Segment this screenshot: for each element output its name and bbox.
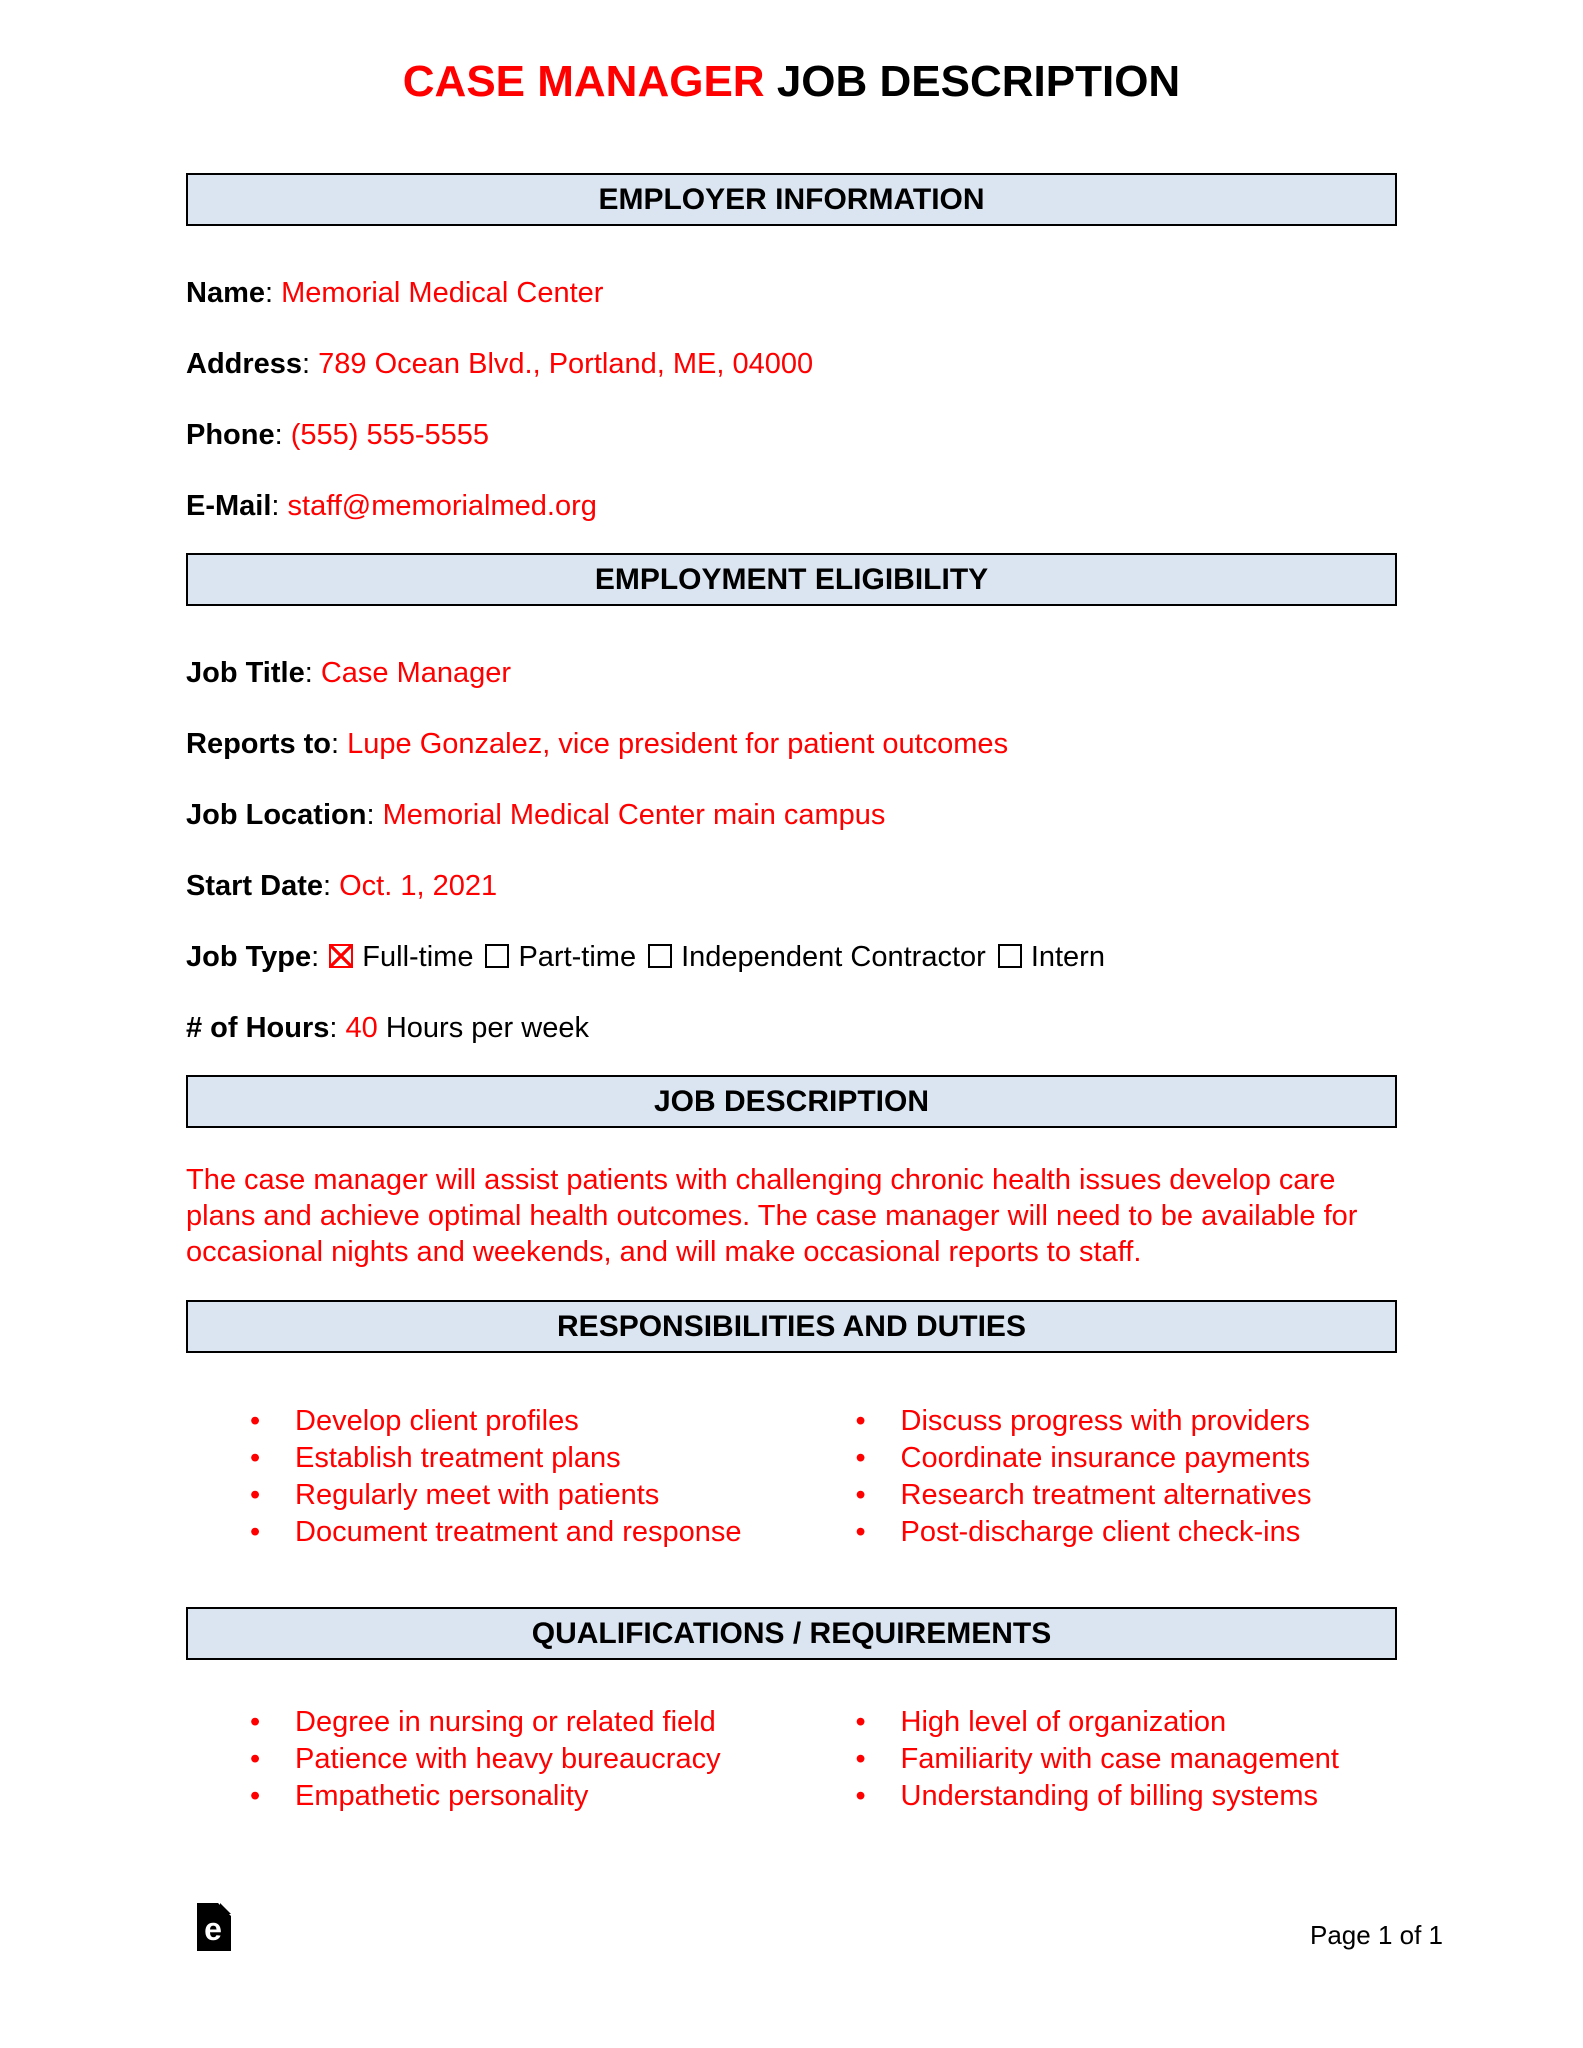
field-value: Oct. 1, 2021 [339,870,498,902]
bullet-item: • Coordinate insurance payments [792,1440,1398,1477]
job-type-option-label: Intern [1030,941,1105,973]
field-value: (555) 555-5555 [290,419,490,451]
field-colon: : [329,1012,346,1044]
checkbox-unchecked-icon[interactable] [648,944,672,968]
field-label: Job Title [186,657,305,689]
field-colon: : [302,348,319,380]
bullet-item: • Understanding of billing systems [792,1778,1398,1815]
bullet-item: • Familiarity with case management [792,1741,1398,1778]
field-row-phone [186,418,1397,452]
field-label: Job Type [186,941,312,973]
job-type-option-full-time [327,941,473,973]
responsibilities-columns [186,1403,1397,1551]
responsibilities-left-column [186,1403,792,1551]
responsibilities-right-column [792,1403,1398,1551]
bullet-item: • Develop client profiles [186,1403,792,1440]
svg-text:e: e [204,1911,222,1947]
job-description-text: The case manager will assist patients with challenging chronic health issues develop care plans and achieve optimal health outcomes. The case manager will need to be available for occasional nights and weekends, and will make occasional reports to staff. [186,1164,1358,1268]
section-heading-label: EMPLOYER INFORMATION [598,182,985,216]
field-row-email [186,489,1397,523]
hours-value: 40 [345,1012,378,1044]
field-row-address [186,347,1397,381]
field-label: Phone [186,419,275,451]
field-label: Job Location [186,799,367,831]
field-row-name [186,276,1397,310]
section-header-employer-information [186,173,1397,226]
field-colon: : [271,490,288,522]
page-number: Page 1 of 1 [1310,1920,1443,1950]
field-row-reports-to [186,727,1397,761]
bullet-item: • High level of organization [792,1704,1398,1741]
bullet-item: • Patience with heavy bureaucracy [186,1741,792,1778]
section-header-employment-eligibility [186,553,1397,606]
checkbox-checked-icon[interactable] [329,944,353,968]
bullet-item: • Research treatment alternatives [792,1477,1398,1514]
field-value: Case Manager [320,657,512,689]
qualifications-left-column [186,1704,792,1815]
field-row-job-location [186,798,1397,832]
field-label: Address [186,348,303,380]
section-heading-label: JOB DESCRIPTION [653,1084,930,1118]
section-header-qualifications [186,1607,1397,1660]
field-label: Start Date [186,870,323,902]
field-row-start-date [186,869,1397,903]
field-value: Memorial Medical Center main campus [382,799,886,831]
section-heading-label: RESPONSIBILITIES AND DUTIES [557,1309,1026,1343]
field-colon: : [265,277,282,309]
field-colon: : [274,419,291,451]
section-heading-label: EMPLOYMENT ELIGIBILITY [594,562,989,596]
bullet-item: • Regularly meet with patients [186,1477,792,1514]
field-colon: : [331,728,348,760]
field-row-hours [186,1011,1397,1045]
section-header-job-description [186,1075,1397,1128]
field-colon: : [311,941,328,973]
bullet-item: • Post-discharge client check-ins [792,1514,1398,1551]
field-label: Reports to [186,728,331,760]
field-label: Name [186,277,265,309]
hours-suffix: Hours per week [385,1012,589,1044]
checkbox-unchecked-icon[interactable] [998,944,1022,968]
field-value: Memorial Medical Center [281,277,604,309]
qualifications-right-column [792,1704,1398,1815]
eforms-logo [197,1903,231,1956]
page-title-rest: JOB DESCRIPTION [776,57,1181,106]
document-icon [197,1903,231,1951]
field-row-job-type [186,940,1397,974]
section-header-responsibilities [186,1300,1397,1353]
field-colon: : [323,870,340,902]
bullet-item: • Document treatment and response [186,1514,792,1551]
qualifications-columns [186,1704,1397,1815]
bullet-item: • Discuss progress with providers [792,1403,1398,1440]
bullet-item: • Empathetic personality [186,1778,792,1815]
job-type-option-part-time [483,941,636,973]
page-title [186,56,1397,108]
field-label: # of Hours [186,1012,330,1044]
page-title-highlight: CASE MANAGER [402,57,765,106]
field-colon: : [366,799,383,831]
checkbox-unchecked-icon[interactable] [485,944,509,968]
field-label: E-Mail [186,490,272,522]
field-value: staff@memorialmed.org [287,490,597,522]
job-type-option-label: Independent Contractor [681,941,986,973]
job-type-option-independent-contractor [646,941,986,973]
field-row-job-title [186,656,1397,690]
bullet-item: • Establish treatment plans [186,1440,792,1477]
job-type-option-label: Full-time [362,941,474,973]
job-type-option-intern [996,941,1105,973]
field-colon: : [304,657,321,689]
section-heading-label: QUALIFICATIONS / REQUIREMENTS [531,1616,1052,1650]
field-value: 789 Ocean Blvd., Portland, ME, 04000 [318,348,814,380]
field-value: Lupe Gonzalez, vice president for patient outcomes [347,728,1009,760]
job-type-option-label: Part-time [518,941,637,973]
bullet-item: • Degree in nursing or related field [186,1704,792,1741]
